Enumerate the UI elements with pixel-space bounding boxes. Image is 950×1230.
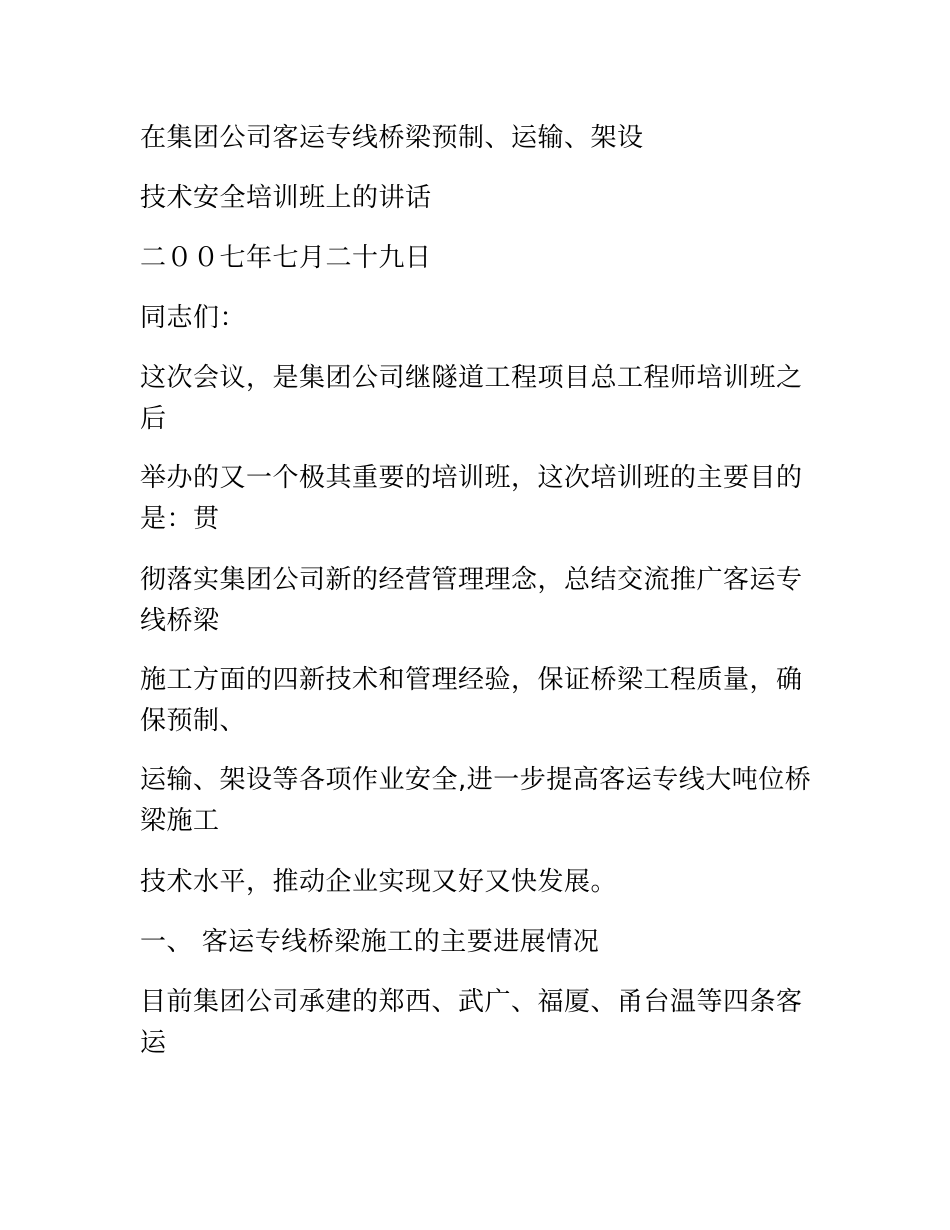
title-line-1: 在集团公司客运专线桥梁预制、运输、架设 xyxy=(140,123,644,153)
title-line-2: 技术安全培训班上的讲话 xyxy=(140,183,432,213)
body-paragraph: 举办的又一个极其重要的培训班，这次培训班的主要目的是：贯 xyxy=(140,463,803,534)
speech-date: 二００七年七月二十九日 xyxy=(140,243,432,273)
body-paragraph: 施工方面的四新技术和管理经验，保证桥梁工程质量，确保预制、 xyxy=(140,665,803,736)
body-paragraph: 运输、架设等各项作业安全,进一步提高客运专线大吨位桥梁施工 xyxy=(140,765,812,836)
salutation: 同志们： xyxy=(140,303,247,333)
body-paragraph: 这次会议，是集团公司继隧道工程项目总工程师培训班之后 xyxy=(140,363,803,434)
section-heading: 一、 客运专线桥梁施工的主要进展情况 xyxy=(140,927,600,957)
section-paragraph: 目前集团公司承建的郑西、武广、福厦、甬台温等四条客运 xyxy=(140,987,803,1058)
body-paragraph: 技术水平，推动企业实现又好又快发展。 xyxy=(140,867,618,897)
body-paragraph: 彻落实集团公司新的经营管理理念，总结交流推广客运专线桥梁 xyxy=(140,565,803,636)
